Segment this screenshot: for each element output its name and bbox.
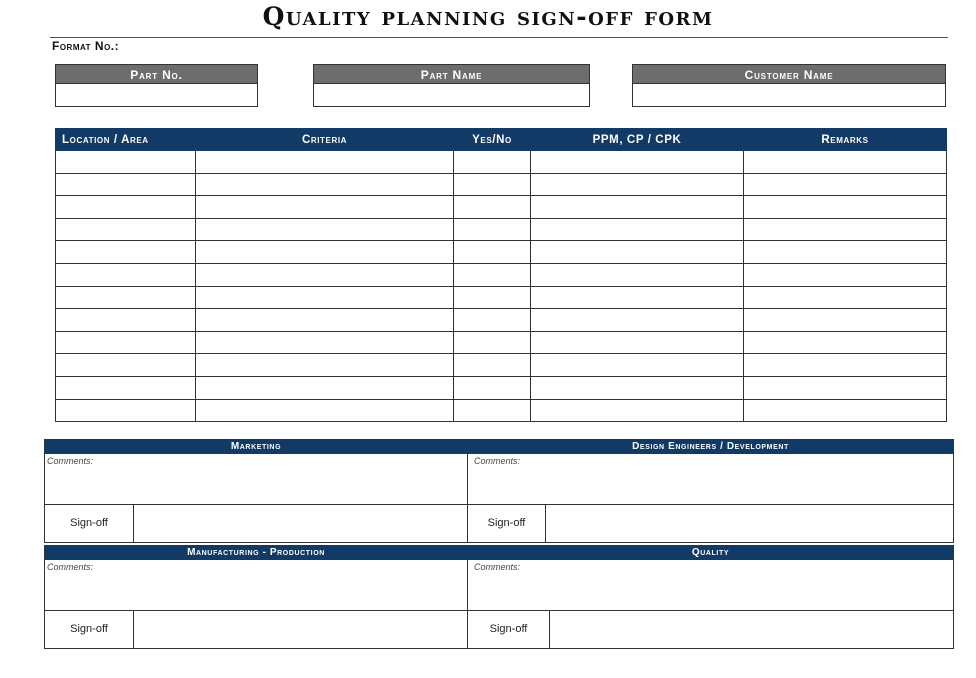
marketing-signoff-label: Sign-off: [45, 505, 134, 542]
ppm-cp-cpk-cell[interactable]: [531, 354, 744, 377]
design-engineering-section: [467, 439, 954, 543]
ppm-cp-cpk-cell[interactable]: [531, 241, 744, 264]
table-row: [56, 241, 947, 264]
yes-no-cell[interactable]: [454, 286, 531, 309]
manufacturing-signoff-field[interactable]: [134, 611, 467, 648]
location-cell[interactable]: [56, 196, 196, 219]
table-row: [56, 151, 947, 174]
criteria-cell[interactable]: [196, 309, 454, 332]
table-row: [56, 286, 947, 309]
quality-section: [467, 545, 954, 649]
remarks-cell[interactable]: [744, 241, 947, 264]
location-cell[interactable]: [56, 331, 196, 354]
location-cell[interactable]: [56, 309, 196, 332]
location-cell[interactable]: [56, 354, 196, 377]
part-number-label: Part No.: [55, 64, 258, 84]
quality-signoff-field[interactable]: [550, 611, 953, 648]
quality-signoff-label: Sign-off: [468, 611, 550, 648]
remarks-cell[interactable]: [744, 263, 947, 286]
table-row: [56, 331, 947, 354]
manufacturing-signoff-row: [45, 610, 467, 648]
customer-name-field: [632, 64, 946, 108]
remarks-cell[interactable]: [744, 218, 947, 241]
manufacturing-section-title: Manufacturing - Production: [45, 546, 467, 560]
column-header-yes-no: Yes/No: [454, 129, 531, 151]
ppm-cp-cpk-cell[interactable]: [531, 173, 744, 196]
yes-no-cell[interactable]: [454, 376, 531, 399]
ppm-cp-cpk-cell[interactable]: [531, 151, 744, 174]
criteria-cell[interactable]: [196, 218, 454, 241]
remarks-cell[interactable]: [744, 354, 947, 377]
criteria-cell[interactable]: [196, 241, 454, 264]
yes-no-cell[interactable]: [454, 173, 531, 196]
ppm-cp-cpk-cell[interactable]: [531, 399, 744, 422]
ppm-cp-cpk-cell[interactable]: [531, 286, 744, 309]
yes-no-cell[interactable]: [454, 218, 531, 241]
yes-no-cell[interactable]: [454, 309, 531, 332]
table-header-row: [56, 129, 947, 151]
remarks-cell[interactable]: [744, 196, 947, 219]
design-engineering-signoff-field[interactable]: [546, 505, 953, 542]
yes-no-cell[interactable]: [454, 196, 531, 219]
table-row: [56, 196, 947, 219]
part-name-input[interactable]: [313, 84, 590, 107]
criteria-cell[interactable]: [196, 354, 454, 377]
table-row: [56, 399, 947, 422]
part-number-field: [55, 64, 258, 108]
column-header-criteria: Criteria: [196, 129, 454, 151]
location-cell[interactable]: [56, 263, 196, 286]
location-cell[interactable]: [56, 286, 196, 309]
location-cell[interactable]: [56, 218, 196, 241]
remarks-cell[interactable]: [744, 173, 947, 196]
table-row: [56, 309, 947, 332]
criteria-cell[interactable]: [196, 263, 454, 286]
ppm-cp-cpk-cell[interactable]: [531, 218, 744, 241]
location-cell[interactable]: [56, 376, 196, 399]
location-cell[interactable]: [56, 173, 196, 196]
yes-no-cell[interactable]: [454, 151, 531, 174]
quality-section-title: Quality: [468, 546, 953, 560]
criteria-cell[interactable]: [196, 399, 454, 422]
yes-no-cell[interactable]: [454, 263, 531, 286]
manufacturing-comments-label: Comments:: [47, 562, 94, 572]
ppm-cp-cpk-cell[interactable]: [531, 376, 744, 399]
table-row: [56, 263, 947, 286]
manufacturing-section: [44, 545, 468, 649]
criteria-cell[interactable]: [196, 286, 454, 309]
design-engineering-signoff-row: [468, 504, 953, 542]
manufacturing-signoff-label: Sign-off: [45, 611, 134, 648]
table-row: [56, 218, 947, 241]
column-header-location: Location / Area: [56, 129, 196, 151]
marketing-section: [44, 439, 468, 543]
remarks-cell[interactable]: [744, 331, 947, 354]
criteria-cell[interactable]: [196, 151, 454, 174]
design-engineering-comments-label: Comments:: [474, 456, 521, 466]
yes-no-cell[interactable]: [454, 331, 531, 354]
column-header-remarks: Remarks: [744, 129, 947, 151]
criteria-cell[interactable]: [196, 173, 454, 196]
criteria-cell[interactable]: [196, 376, 454, 399]
location-cell[interactable]: [56, 399, 196, 422]
location-cell[interactable]: [56, 151, 196, 174]
ppm-cp-cpk-cell[interactable]: [531, 196, 744, 219]
marketing-signoff-field[interactable]: [134, 505, 467, 542]
design-engineering-section-title: Design Engineers / Development: [468, 440, 953, 454]
ppm-cp-cpk-cell[interactable]: [531, 263, 744, 286]
table-row: [56, 376, 947, 399]
criteria-table: [55, 128, 947, 422]
quality-comments-label: Comments:: [474, 562, 521, 572]
yes-no-cell[interactable]: [454, 399, 531, 422]
yes-no-cell[interactable]: [454, 354, 531, 377]
criteria-cell[interactable]: [196, 196, 454, 219]
remarks-cell[interactable]: [744, 399, 947, 422]
table-row: [56, 173, 947, 196]
location-cell[interactable]: [56, 241, 196, 264]
design-engineering-signoff-label: Sign-off: [468, 505, 546, 542]
marketing-comments-label: Comments:: [47, 456, 94, 466]
title-divider: [50, 37, 948, 38]
remarks-cell[interactable]: [744, 151, 947, 174]
part-name-label: Part Name: [313, 64, 590, 84]
customer-name-input[interactable]: [632, 84, 946, 107]
part-name-field: [313, 64, 590, 108]
criteria-cell[interactable]: [196, 331, 454, 354]
remarks-cell[interactable]: [744, 376, 947, 399]
ppm-cp-cpk-cell[interactable]: [531, 331, 744, 354]
format-number-label: Format No.:: [52, 39, 120, 53]
form-title: Quality planning sign-off form: [262, 2, 714, 31]
part-number-input[interactable]: [55, 84, 258, 107]
table-row: [56, 354, 947, 377]
marketing-section-title: Marketing: [45, 440, 467, 454]
column-header-ppm-cp-cpk: PPM, CP / CPK: [531, 129, 744, 151]
remarks-cell[interactable]: [744, 286, 947, 309]
customer-name-label: Customer Name: [632, 64, 946, 84]
yes-no-cell[interactable]: [454, 241, 531, 264]
quality-signoff-row: [468, 610, 953, 648]
marketing-signoff-row: [45, 504, 467, 542]
remarks-cell[interactable]: [744, 309, 947, 332]
ppm-cp-cpk-cell[interactable]: [531, 309, 744, 332]
